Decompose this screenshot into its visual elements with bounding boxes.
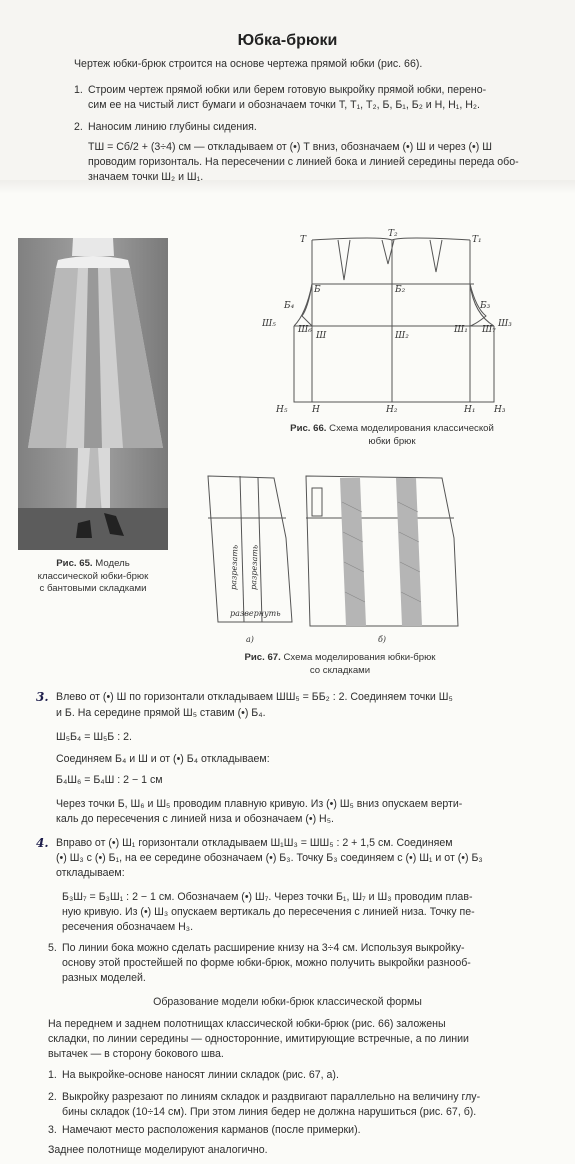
fig67-line-0: со складками (309, 664, 371, 676)
step3-line-6: каль до пересечения с линией низа и обозначаем (•) Н₅. (56, 813, 334, 825)
step3-line-5: Через точки Б, Ш₆ и Ш₅ проводим плавную кривую. Из (•) Ш₅ вниз опускаем верти- (56, 798, 463, 810)
step4-number: 4. (36, 836, 49, 850)
step2-number: 2. (74, 121, 83, 133)
cut-label-1: разрезать (229, 544, 240, 591)
label-H: Н (312, 405, 320, 415)
label-Sh2: Ш₂ (395, 331, 409, 341)
step3-line-0: Влево от (•) Ш по горизонтали откладываем ШШ₅ = ББ₂ : 2. Соединяем точки Ш₅ (56, 691, 453, 703)
closing-text: Заднее полотнище моделируют аналогично. (48, 1144, 268, 1156)
item1-line-0: На выкройке-основе наносят линии складок (рис. 67, а). (62, 1069, 339, 1081)
label-B2: Б₂ (395, 285, 406, 295)
pattern-scheme-66 (262, 226, 512, 418)
fig67-caption (220, 652, 460, 677)
label-B: Б (314, 285, 321, 295)
step2-line-2: проводим горизонталь. На пересечении с линией бока и линией середины переда обо- (88, 156, 519, 168)
step4-line-3: Б₃Ш₇ = Б₃Ш₁ : 2 − 1 см. Обозначаем (•) Ш₇. Через точки Б₁, Ш₇ и Ш₃ проводим плав- (62, 891, 473, 903)
fig65-line-1: с бантовыми складками (39, 583, 147, 595)
step4-line-2: откладываем: (56, 867, 125, 879)
fig65-title: Модель (92, 558, 130, 569)
step3-line-3: Соединяем Б₄ и Ш и от (•) Б₄ откладываем: (56, 753, 270, 765)
label-Sh7: Ш₇ (482, 325, 496, 335)
sub-label-a: а) (246, 635, 254, 644)
label-T2: Т₂ (388, 229, 398, 239)
fig66-line-0: юбки брюк (368, 435, 416, 447)
label-T1: Т₁ (472, 235, 482, 245)
item2-line-0: Выкройку разрезают по линиям складок и раздвигают параллельно на величину глу- (62, 1091, 481, 1103)
label-Sh5: Ш₅ (262, 319, 276, 329)
item3-line-0: Намечают место расположения карманов (после примерки). (62, 1124, 361, 1136)
label-H2: Н₂ (386, 405, 398, 415)
fig65-label: Рис. 65. (56, 558, 93, 569)
step2-line-0: Наносим линию глубины сидения. (88, 121, 257, 133)
fold-label: развернуть (230, 609, 281, 618)
label-T: Т (300, 235, 307, 245)
section-line-1: складки, по линии середины — односторонние, имитирующие встречные, а по линии (48, 1033, 469, 1045)
item2-line-1: бины складок (10÷14 см). При этом линия бедер не должна нарушиться (рис. 67, б). (62, 1106, 477, 1118)
fig65-line-0: классической юбки-брюк (37, 570, 149, 582)
step3-line-1: и Б. На середине прямой Ш₅ ставим (•) Б₄. (56, 707, 266, 719)
item3-number: 3. (48, 1124, 57, 1136)
section-line-2: вытачек — в сторону бокового шва. (48, 1048, 224, 1060)
step2-line-3: значаем точки Ш₂ и Ш₁. (88, 171, 204, 183)
sub-label-b: б) (378, 635, 387, 644)
step1-line-0: Строим чертеж прямой юбки или берем готовую выкройку прямой юбки, перено- (88, 84, 487, 96)
step2-line-1: ТШ = Сб/2 + (3÷4) см — откладываем от (•) Т вниз, обозначаем (•) Ш и через (•) Ш (88, 141, 492, 153)
step3-number: 3. (36, 690, 49, 704)
label-B3: Б₃ (480, 301, 491, 311)
pleat-scheme-67 (196, 472, 466, 646)
step4-line-0: Вправо от (•) Ш₁ горизонтали откладываем Ш₁Ш₃ = ШШ₅ : 2 + 1,5 см. Соединяем (56, 837, 453, 849)
section-line-0: На переднем и заднем полотнищах классической юбки-брюк (рис. 66) заложены (48, 1018, 446, 1030)
step4-line-5: ресечения обозначаем Н₃. (62, 921, 194, 933)
step5-number: 5. (48, 942, 57, 954)
skirt-model-illustration (18, 238, 168, 550)
fig66-label: Рис. 66. (290, 423, 327, 434)
intro-text: Чертеж юбки-брюк строится на основе чертежа прямой юбки (рис. 66). (74, 58, 423, 70)
step1-number: 1. (74, 84, 83, 96)
step3-line-4: Б₄Ш₆ = Б₄Ш : 2 − 1 см (56, 774, 163, 786)
fig66-title: Схема моделирования классической (326, 423, 494, 434)
fig67-title: Схема моделирования юбки-брюк (280, 652, 436, 663)
label-Sh3: Ш₃ (498, 319, 512, 329)
label-Sh6: Ш₆ (298, 325, 312, 335)
label-Sh: Ш (316, 331, 327, 341)
step5-line-1: основу этой простейшей по форме юбки-брюк, можно получить выкройки разнооб- (62, 957, 471, 969)
cut-label-2: разрезать (249, 544, 260, 591)
step1-line-1: сим ее на чистый лист бумаги и обозначаем точки Т, Т₁, Т₂, Б, Б₁, Б₂ и Н, Н₁, Н₂. (88, 99, 480, 111)
fig65-caption (18, 558, 168, 596)
step5-line-2: разных моделей. (62, 972, 146, 984)
label-H5: Н₅ (276, 405, 288, 415)
item1-number: 1. (48, 1069, 57, 1081)
step5-line-0: По линии бока можно сделать расширение книзу на 3÷4 см. Используя выкройку- (62, 942, 465, 954)
fig67-label: Рис. 67. (244, 652, 281, 663)
label-H3: Н₃ (494, 405, 506, 415)
label-H1: Н₁ (464, 405, 476, 415)
section-heading: Образование модели юбки-брюк классической формы (153, 996, 422, 1008)
label-Sh1: Ш₁ (454, 325, 468, 335)
step4-line-1: (•) Ш₃ с (•) Б₁, на ее середине обозначаем (•) Б₃. Точку Б₃ соединяем с (•) Ш₁ и от (•) Б₃ (56, 852, 483, 864)
item2-number: 2. (48, 1091, 57, 1103)
page-title: Юбка-брюки (237, 32, 338, 49)
step3-line-2: Ш₅Б₄ = Ш₅Б : 2. (56, 731, 132, 743)
fig66-caption (262, 423, 522, 448)
step4-line-4: ную кривую. Из (•) Ш₃ опускаем вертикаль до пересечения с линией низа. Точку пе- (62, 906, 475, 918)
label-B4: Б₄ (284, 301, 295, 311)
